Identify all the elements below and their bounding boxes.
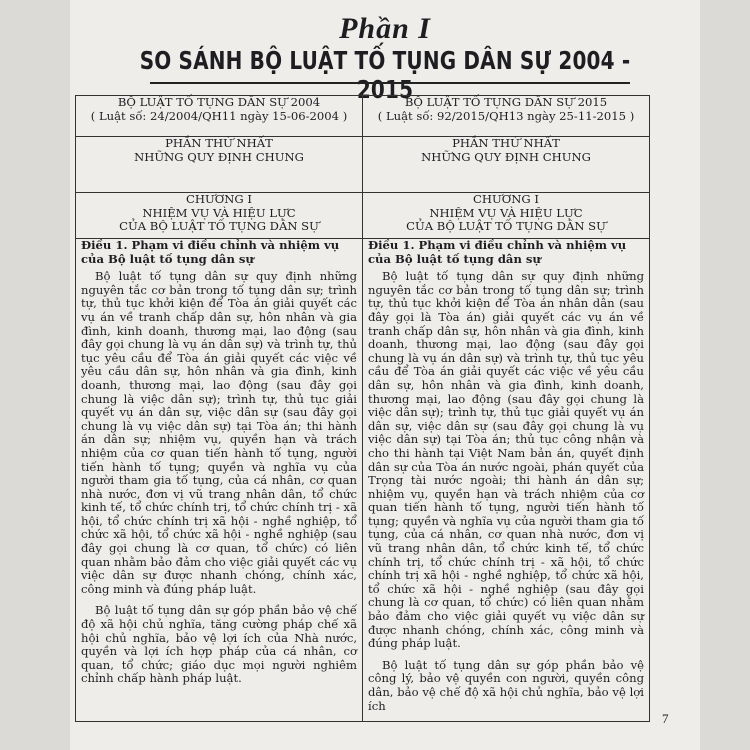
article-2004-cell <box>76 239 363 722</box>
part-row <box>76 137 650 193</box>
chapter-2015-label: CHƯƠNG I <box>473 192 539 206</box>
law-2015-name: BỘ LUẬT TỐ TỤNG DÂN SỰ 2015 <box>404 95 608 109</box>
title-underline <box>150 82 630 84</box>
part-2015-cell <box>363 137 650 193</box>
article-2015-title-2: của Bộ luật tố tụng dân sự <box>368 251 541 266</box>
chapter-2004-cell <box>76 193 363 239</box>
part-2004-name: NHỮNG QUY ĐỊNH CHUNG <box>134 149 304 164</box>
article-2015-paragraph-2: Bộ luật tố tụng dân sự góp phần bảo vệ công lý, bảo vệ quyền con người, quyền công dân, bảo vệ chế độ xã hội chủ nghĩa, bảo vệ lợi ích <box>368 657 644 713</box>
chapter-2004-name-1: NHIỆM VỤ VÀ HIỆU LỰC <box>142 205 296 220</box>
article-row <box>76 239 650 722</box>
law-header-row <box>76 96 650 137</box>
law-2004-header-cell <box>76 96 363 137</box>
page-number: 7 <box>662 711 669 726</box>
part-2015-label: PHẦN THỨ NHẤT <box>452 136 560 150</box>
chapter-2015-name-1: NHIỆM VỤ VÀ HIỆU LỰC <box>429 205 583 220</box>
comparison-table <box>75 95 650 722</box>
part-title: Phần I <box>339 12 431 45</box>
chapter-2004-label: CHƯƠNG I <box>186 192 252 206</box>
law-2015-number: ( Luật số: 92/2015/QH13 ngày 25-11-2015 ) <box>377 108 635 123</box>
article-2015-title-1: Điều 1. Phạm vi điều chỉnh và nhiệm vụ <box>368 238 627 252</box>
article-2004-paragraph-1: Bộ luật tố tụng dân sự quy định những nguyên tắc cơ bản trong tố tụng dân sự; trình tự, thủ tục khởi kiện để Tòa án giải quyết các vụ án về tranh chấp dân sự, hôn nhân và gia đình, kinh doanh, thương mại, lao động (sau đây gọi chung là vụ án dân sự) và trình tự, thủ tục yêu cầu để Tòa án giải quyết các việc về yêu cầu dân sự, hôn nhân và gia đình, kinh doanh, thương mại, lao động (sau đây gọi chung là việc dân sự); trình tự, thủ tục giải quyết vụ án dân sự, việc dân sự (sau đây gọi chung là vụ việc dân sự) tại Tòa án; thi hành án dân sự; nhiệm vụ, quyền hạn và trách nhiệm của cơ quan tiến hành tố tụng, người tiến hành tố tụng; quyền và nghĩa vụ của người tham gia tố tụng, của cá nhân, cơ quan nhà nước, đơn vị vũ trang nhân dân, tổ chức kinh tế, tổ chức chính trị, tổ chức chính trị - xã hội, tổ chức chính trị xã hội - nghề nghiệp, tổ chức xã hội, tổ chức xã hội - nghề nghiệp (sau đây gọi chung là cơ quan, tổ chức) có liên quan nhằm bảo đảm cho việc giải quyết các vụ việc dân sự được nhanh chóng, chính xác, công minh và đúng pháp luật. <box>81 269 357 596</box>
law-2004-number: ( Luật số: 24/2004/QH11 ngày 15-06-2004 ) <box>90 108 348 123</box>
law-2015-header-cell <box>363 96 650 137</box>
part-2004-cell <box>76 137 363 193</box>
chapter-2004-name-2: CỦA BỘ LUẬT TỐ TỤNG DÂN SỰ <box>119 219 319 234</box>
part-2015-name: NHỮNG QUY ĐỊNH CHUNG <box>421 149 591 164</box>
article-2004-title-2: của Bộ luật tố tụng dân sự <box>81 251 254 266</box>
main-title: SO SÁNH BỘ LUẬT TỐ TỤNG DÂN SỰ 2004 - 2015 <box>139 46 631 104</box>
part-2004-label: PHẦN THỨ NHẤT <box>165 136 273 150</box>
chapter-2015-name-2: CỦA BỘ LUẬT TỐ TỤNG DÂN SỰ <box>406 219 606 234</box>
article-2015-cell <box>363 239 650 722</box>
article-2004-paragraph-2: Bộ luật tố tụng dân sự góp phần bảo vệ chế độ xã hội chủ nghĩa, tăng cường pháp chế xã hội chủ nghĩa, bảo vệ lợi ích của Nhà nước, quyền và lợi ích hợp pháp của cá nhân, cơ quan, tổ chức; giáo dục mọi người nghiêm chỉnh chấp hành pháp luật. <box>81 603 357 686</box>
chapter-2015-cell <box>363 193 650 239</box>
law-2004-name: BỘ LUẬT TỐ TỤNG DÂN SỰ 2004 <box>117 95 321 109</box>
article-2015-paragraph-1: Bộ luật tố tụng dân sự quy định những nguyên tắc cơ bản trong tố tụng dân sự; trình tự, thủ tục khởi kiện để Tòa án nhân dân (sau đây gọi là Tòa án) giải quyết các vụ án về tranh chấp dân sự, hôn nhân và gia đình, kinh doanh, thương mại, lao động (sau đây gọi chung là vụ án dân sự) và trình tự, thủ tục yêu cầu để Tòa án giải quyết các việc về yêu cầu dân sự, hôn nhân và gia đình, kinh doanh, thương mại, lao động (sau đây gọi chung là việc dân sự); trình tự, thủ tục giải quyết vụ án dân sự, việc dân sự (sau đây gọi chung là vụ việc dân sự) tại Tòa án; thủ tục công nhận và cho thi hành tại Việt Nam bản án, quyết định dân sự của Tòa án nước ngoài, phán quyết của Trọng tài nước ngoài; thi hành án dân sự; nhiệm vụ, quyền hạn và trách nhiệm của cơ quan tiến hành tố tụng, người tiến hành tố tụng; quyền và nghĩa vụ của người tham gia tố tụng, của cá nhân, cơ quan nhà nước, đơn vị vũ trang nhân dân, tổ chức kinh tế, tổ chức chính trị, tổ chức chính trị - xã hội, tổ chức chính trị xã hội - nghề nghiệp, tổ chức xã hội, tổ chức xã hội - nghề nghiệp (sau đây gọi chung là cơ quan, tổ chức) có liên quan nhằm bảo đảm cho việc giải quyết vụ việc dân sự được nhanh chóng, chính xác, công minh và đúng pháp luật. <box>368 269 644 651</box>
article-2004-title-1: Điều 1. Phạm vi điều chỉnh và nhiệm vụ <box>81 238 340 252</box>
chapter-row <box>76 193 650 239</box>
